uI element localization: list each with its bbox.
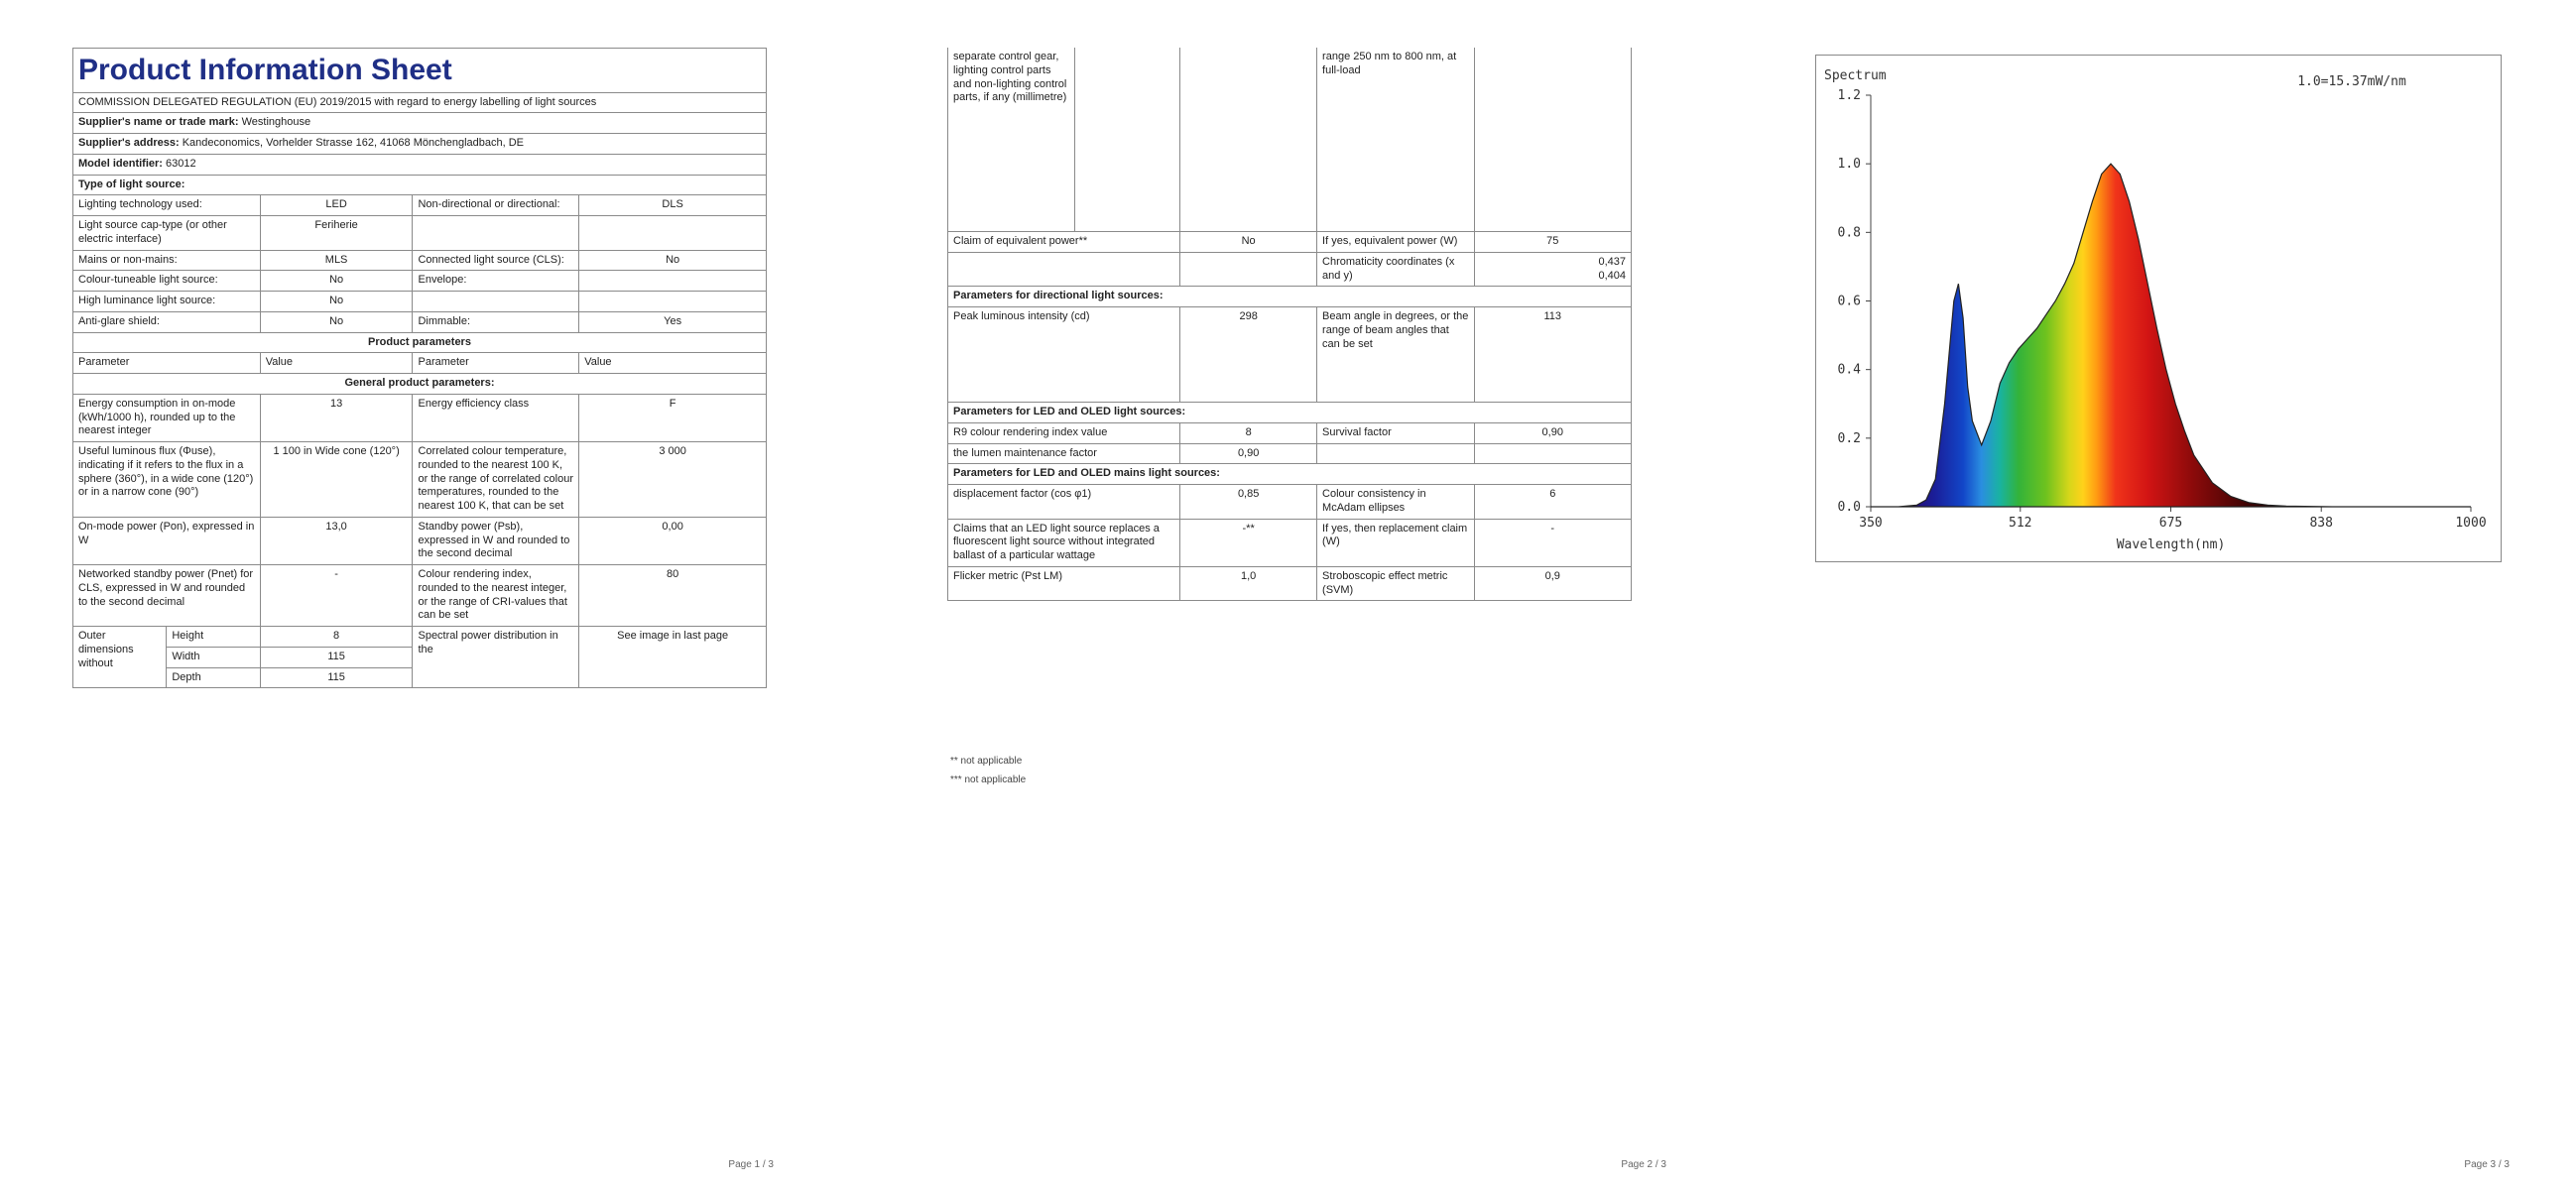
cell: Lighting technology used: xyxy=(73,195,261,216)
cell: Flicker metric (Pst LM) xyxy=(948,566,1180,601)
cell: Standby power (Psb), expressed in W and rounded to the second decimal xyxy=(413,517,579,564)
x-tick-label: 675 xyxy=(2158,516,2183,531)
cell: Colour consistency in McAdam ellipses xyxy=(1317,485,1474,520)
table-row xyxy=(948,232,1632,253)
x-tick-label: 838 xyxy=(2309,516,2333,531)
cell: No xyxy=(260,311,413,332)
outer-dimensions-cell xyxy=(73,627,261,688)
cell xyxy=(1180,252,1317,287)
cell: -** xyxy=(1180,519,1317,566)
model-identifier: 63012 xyxy=(166,157,196,170)
cell: 0,00 xyxy=(579,517,767,564)
cell: 1 100 in Wide cone (120°) xyxy=(260,442,413,518)
dim-value-width: 115 xyxy=(261,647,413,667)
table-row xyxy=(73,394,767,441)
chart-title: Spectrum xyxy=(1824,68,1887,83)
table-row xyxy=(73,216,767,251)
table-row xyxy=(948,307,1632,403)
page-title: Product Information Sheet xyxy=(73,49,767,93)
footnotes xyxy=(950,752,1026,789)
cell xyxy=(1180,48,1317,232)
table-row xyxy=(948,519,1632,566)
cell: Chromaticity coordinates (x and y) xyxy=(1317,252,1474,287)
column-header: Value xyxy=(579,353,767,374)
cell xyxy=(1474,443,1631,464)
outer-dimensions-continued: separate control gear, lighting control parts and non-lighting control parts, if any (millimetre) xyxy=(948,48,1075,231)
cell: Light source cap-type (or other electric interface) xyxy=(73,216,261,251)
cell: 1,0 xyxy=(1180,566,1317,601)
cell: If yes, then replacement claim (W) xyxy=(1317,519,1474,566)
table-row xyxy=(73,292,767,312)
cell: High luminance light source: xyxy=(73,292,261,312)
dim-label-height: Height xyxy=(167,627,260,647)
supplier-address-label: Supplier's address: xyxy=(78,137,180,149)
cell: 0,437 0,404 xyxy=(1474,252,1631,287)
dim-label-depth: Depth xyxy=(172,670,201,683)
spd-label: Spectral power distribution in the xyxy=(413,627,579,688)
table-row xyxy=(73,250,767,271)
page-number: Page 2 / 3 xyxy=(1621,1159,1666,1170)
y-tick-label: 0.2 xyxy=(1837,430,1861,446)
cell: 0,85 xyxy=(1180,485,1317,520)
y-tick-label: 0.0 xyxy=(1837,500,1861,515)
product-info-table-continued xyxy=(947,48,1632,601)
cell: No xyxy=(260,271,413,292)
cell: Claims that an LED light source replaces a fluorescent light source without integrated ballast of a particular wattage xyxy=(948,519,1180,566)
footnote: ** not applicable xyxy=(950,756,1023,767)
cell xyxy=(948,48,1180,232)
x-tick-label: 350 xyxy=(1859,516,1883,531)
mains-params-heading: Parameters for LED and OLED mains light sources: xyxy=(948,464,1632,485)
cell: 0,90 xyxy=(1474,422,1631,443)
dim-value-depth: 115 xyxy=(327,670,345,683)
cell: 75 xyxy=(1474,232,1631,253)
cell: 298 xyxy=(1180,307,1317,403)
cell: Yes xyxy=(579,311,767,332)
cell: No xyxy=(579,250,767,271)
cell: Claim of equivalent power** xyxy=(948,232,1180,253)
y-tick-label: 1.2 xyxy=(1837,88,1861,103)
column-header: Value xyxy=(260,353,413,374)
spd-range-text: range 250 nm to 800 nm, at full-load xyxy=(1317,48,1474,232)
datasheet-page-3 xyxy=(1795,0,2510,1170)
supplier-name: Westinghouse xyxy=(241,116,311,129)
cell: the lumen maintenance factor xyxy=(948,443,1180,464)
regulation-text: COMMISSION DELEGATED REGULATION (EU) 2019/2015 with regard to energy labelling of light sources xyxy=(73,92,767,113)
cell: MLS xyxy=(260,250,413,271)
table-row xyxy=(73,195,767,216)
cell: Useful luminous flux (Φuse), indicating if it refers to the flux in a sphere (360°), in a wide cone (120°) or in a narrow cone (90°) xyxy=(73,442,261,518)
supplier-name-row xyxy=(73,113,767,134)
cell: Anti-glare shield: xyxy=(73,311,261,332)
cell: Networked standby power (Pnet) for CLS, expressed in W and rounded to the second decimal xyxy=(73,565,261,627)
table-row xyxy=(948,443,1632,464)
column-header: Parameter xyxy=(413,353,579,374)
cell: R9 colour rendering index value xyxy=(948,422,1180,443)
x-tick-label: 1000 xyxy=(2455,516,2487,531)
footnote: *** not applicable xyxy=(950,774,1027,785)
datasheet-page-2 xyxy=(922,0,1666,1170)
cell xyxy=(948,252,1180,287)
cell: 3 000 xyxy=(579,442,767,518)
cell: 0,90 xyxy=(1180,443,1317,464)
product-info-table xyxy=(72,48,767,688)
cell: Beam angle in degrees, or the range of beam angles that can be set xyxy=(1317,307,1474,403)
dim-label-width: Width xyxy=(167,647,260,667)
datasheet-page-1 xyxy=(60,0,774,1170)
light-source-type-label: Type of light source: xyxy=(73,175,767,195)
page-number: Page 3 / 3 xyxy=(2464,1159,2510,1170)
supplier-address-row xyxy=(73,134,767,155)
cell: Non-directional or directional: xyxy=(413,195,579,216)
cell: LED xyxy=(260,195,413,216)
spd-value: See image in last page xyxy=(579,627,767,688)
spectrum-area xyxy=(1871,164,2471,507)
spectrum-plot xyxy=(1816,56,2501,561)
outer-dimensions-label: Outer dimensions without xyxy=(73,627,167,687)
table-row xyxy=(73,565,767,627)
supplier-address: Kandeconomics, Vorhelder Strasse 162, 41068 Mönchengladbach, DE xyxy=(182,137,524,149)
cell: Dimmable: xyxy=(413,311,579,332)
cell: Correlated colour temperature, rounded to the nearest 100 K, or the range of correlated colour temperatures, rounded to the nearest 100 K, that can be set xyxy=(413,442,579,518)
product-parameters-heading: Product parameters xyxy=(73,332,767,353)
table-row xyxy=(73,311,767,332)
cell xyxy=(1474,48,1631,232)
cell: 113 xyxy=(1474,307,1631,403)
cell: 0,9 xyxy=(1474,566,1631,601)
table-header-row xyxy=(73,353,767,374)
page-number: Page 1 / 3 xyxy=(728,1159,774,1170)
general-parameters-heading: General product parameters: xyxy=(73,374,767,395)
chart-annotation: 1.0=15.37mW/nm xyxy=(2297,74,2406,89)
cell: Mains or non-mains: xyxy=(73,250,261,271)
cell xyxy=(579,271,767,292)
model-label: Model identifier: xyxy=(78,157,163,170)
cell: 13 xyxy=(260,394,413,441)
cell: On-mode power (Pon), expressed in W xyxy=(73,517,261,564)
dimension-values-cell xyxy=(260,627,413,688)
cell: - xyxy=(1474,519,1631,566)
directional-params-heading: Parameters for directional light sources: xyxy=(948,287,1632,307)
cell: Survival factor xyxy=(1317,422,1474,443)
y-tick-label: 0.6 xyxy=(1837,294,1861,309)
led-oled-params-heading: Parameters for LED and OLED light sources: xyxy=(948,403,1632,423)
table-row xyxy=(948,485,1632,520)
cell: Energy efficiency class xyxy=(413,394,579,441)
x-axis-label: Wavelength(nm) xyxy=(2116,537,2226,552)
cell: 8 xyxy=(1180,422,1317,443)
table-row xyxy=(73,627,767,688)
cell: Feriherie xyxy=(260,216,413,251)
y-tick-label: 0.4 xyxy=(1837,362,1861,378)
cell: Peak luminous intensity (cd) xyxy=(948,307,1180,403)
cell xyxy=(579,216,767,251)
x-tick-label: 512 xyxy=(2009,516,2032,531)
y-tick-label: 1.0 xyxy=(1837,157,1861,173)
table-row xyxy=(73,517,767,564)
y-tick-label: 0.8 xyxy=(1837,225,1861,241)
cell: Energy consumption in on-mode (kWh/1000 h), rounded up to the nearest integer xyxy=(73,394,261,441)
cell: - xyxy=(260,565,413,627)
cell: No xyxy=(260,292,413,312)
cell: Connected light source (CLS): xyxy=(413,250,579,271)
cell xyxy=(1317,443,1474,464)
table-row xyxy=(948,252,1632,287)
cell: No xyxy=(1180,232,1317,253)
cell: displacement factor (cos φ1) xyxy=(948,485,1180,520)
column-header: Parameter xyxy=(73,353,261,374)
cell: 80 xyxy=(579,565,767,627)
table-row xyxy=(948,48,1632,232)
cell: Colour rendering index, rounded to the nearest integer, or the range of CRI-values that can be set xyxy=(413,565,579,627)
spectrum-chart xyxy=(1815,55,2502,562)
cell: F xyxy=(579,394,767,441)
dim-value-height: 8 xyxy=(261,627,413,647)
cell: Envelope: xyxy=(413,271,579,292)
supplier-name-label: Supplier's name or trade mark: xyxy=(78,116,239,129)
table-row xyxy=(73,271,767,292)
cell: If yes, equivalent power (W) xyxy=(1317,232,1474,253)
cell: Stroboscopic effect metric (SVM) xyxy=(1317,566,1474,601)
cell xyxy=(413,292,579,312)
cell: DLS xyxy=(579,195,767,216)
cell xyxy=(413,216,579,251)
table-row xyxy=(948,566,1632,601)
cell: 13,0 xyxy=(260,517,413,564)
cell: Colour-tuneable light source: xyxy=(73,271,261,292)
cell xyxy=(579,292,767,312)
cell: 6 xyxy=(1474,485,1631,520)
table-row xyxy=(948,422,1632,443)
table-row xyxy=(73,442,767,518)
model-row xyxy=(73,154,767,175)
